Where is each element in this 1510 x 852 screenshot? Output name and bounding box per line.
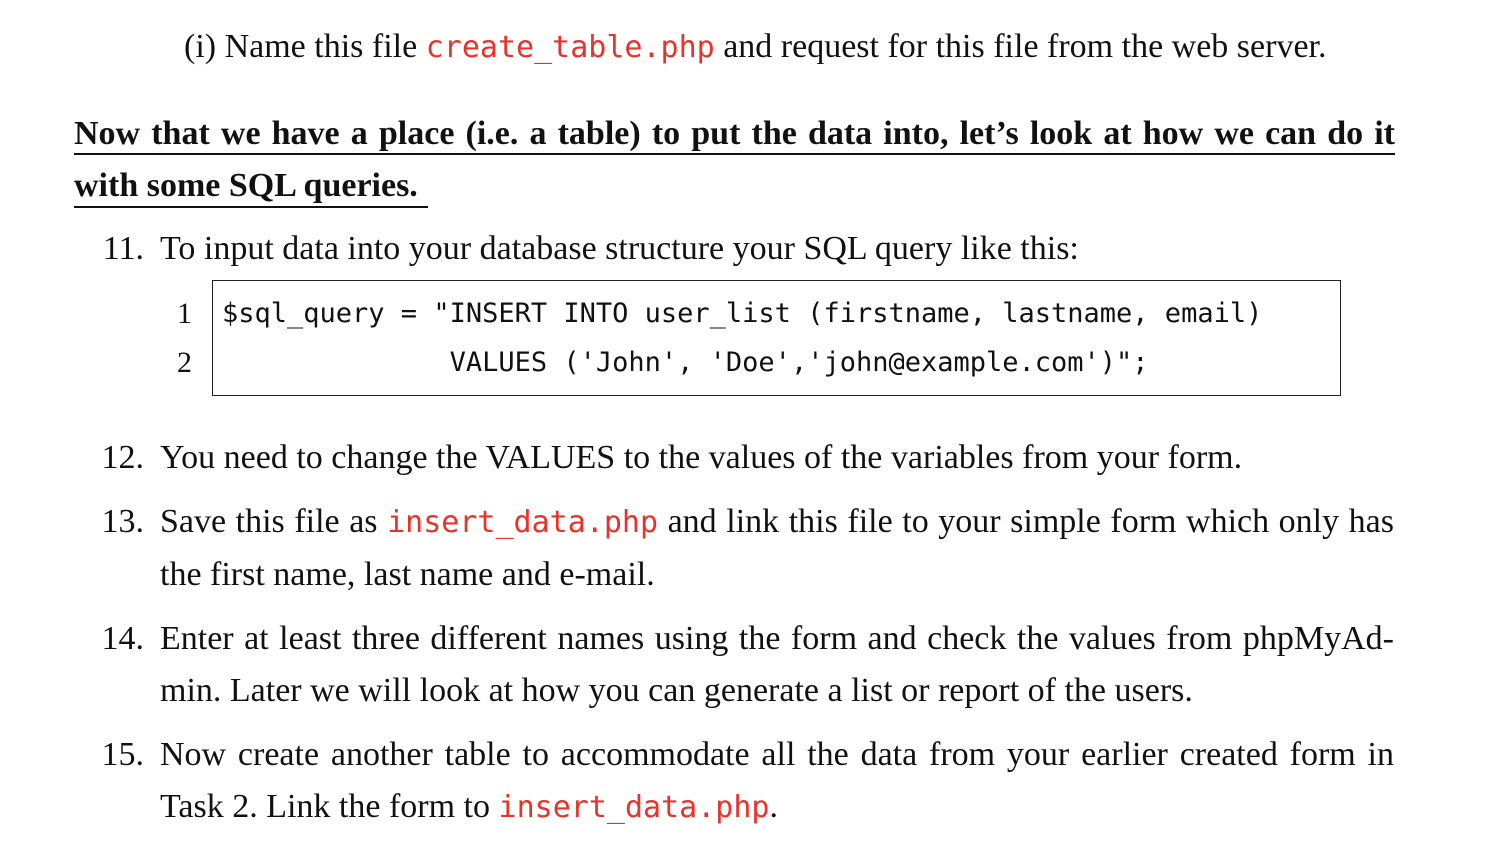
item-i-prefix: (i) Name this file (184, 28, 426, 65)
item-15-line1: Now create another table to accommodate all the data from your earlier created form in (160, 736, 1394, 773)
item-14-line2: min. Later we will look at how you can generate a list or report of the users. (160, 672, 1193, 709)
section-heading-line1: Now that we have a place (i.e. a table) to put the data into, let’s look at how we can do it (74, 115, 1395, 152)
filename-insert-data-1: insert_data.php (387, 505, 659, 540)
item-i (184, 27, 1327, 68)
item-13-number: 13. (101, 503, 144, 540)
item-12-text: You need to change the VALUES to the values of the variables from your form. (160, 439, 1243, 476)
item-15-number: 15. (101, 736, 144, 773)
item-13-prefix: Save this file as (160, 503, 388, 540)
item-13-suffix: and link this file to your simple form which only has (658, 503, 1395, 540)
item-14-number: 14. (101, 620, 144, 657)
code-line-number-2: 2 (177, 346, 192, 379)
item-11-number: 11. (102, 230, 144, 267)
item-15-line2 (160, 787, 778, 828)
item-13-line2: the first name, last name and e-mail. (160, 556, 655, 593)
code-line-1: $sql_query = "INSERT INTO user_list (firstname, lastname, email) (222, 298, 1263, 329)
item-13-line1 (160, 502, 1394, 543)
item-14-line1: Enter at least three different names using the form and check the values from phpMyAd- (160, 620, 1394, 657)
heading-underline-1 (74, 153, 1395, 155)
filename-insert-data-2: insert_data.php (498, 790, 770, 825)
item-15-line2-suffix: . (769, 788, 778, 825)
section-heading-line2: with some SQL queries. (74, 167, 418, 204)
code-line-2: VALUES ('John', 'Doe','john@example.com')"; (222, 347, 1149, 378)
heading-underline-2 (74, 206, 428, 208)
item-12-number: 12. (101, 439, 144, 476)
code-line-number-1: 1 (177, 297, 192, 330)
filename-create-table: create_table.php (425, 30, 715, 65)
item-11-text: To input data into your database structure your SQL query like this: (160, 230, 1079, 267)
item-i-suffix: and request for this file from the web server. (714, 28, 1327, 65)
item-15-line2-prefix: Task 2. Link the form to (160, 788, 499, 825)
